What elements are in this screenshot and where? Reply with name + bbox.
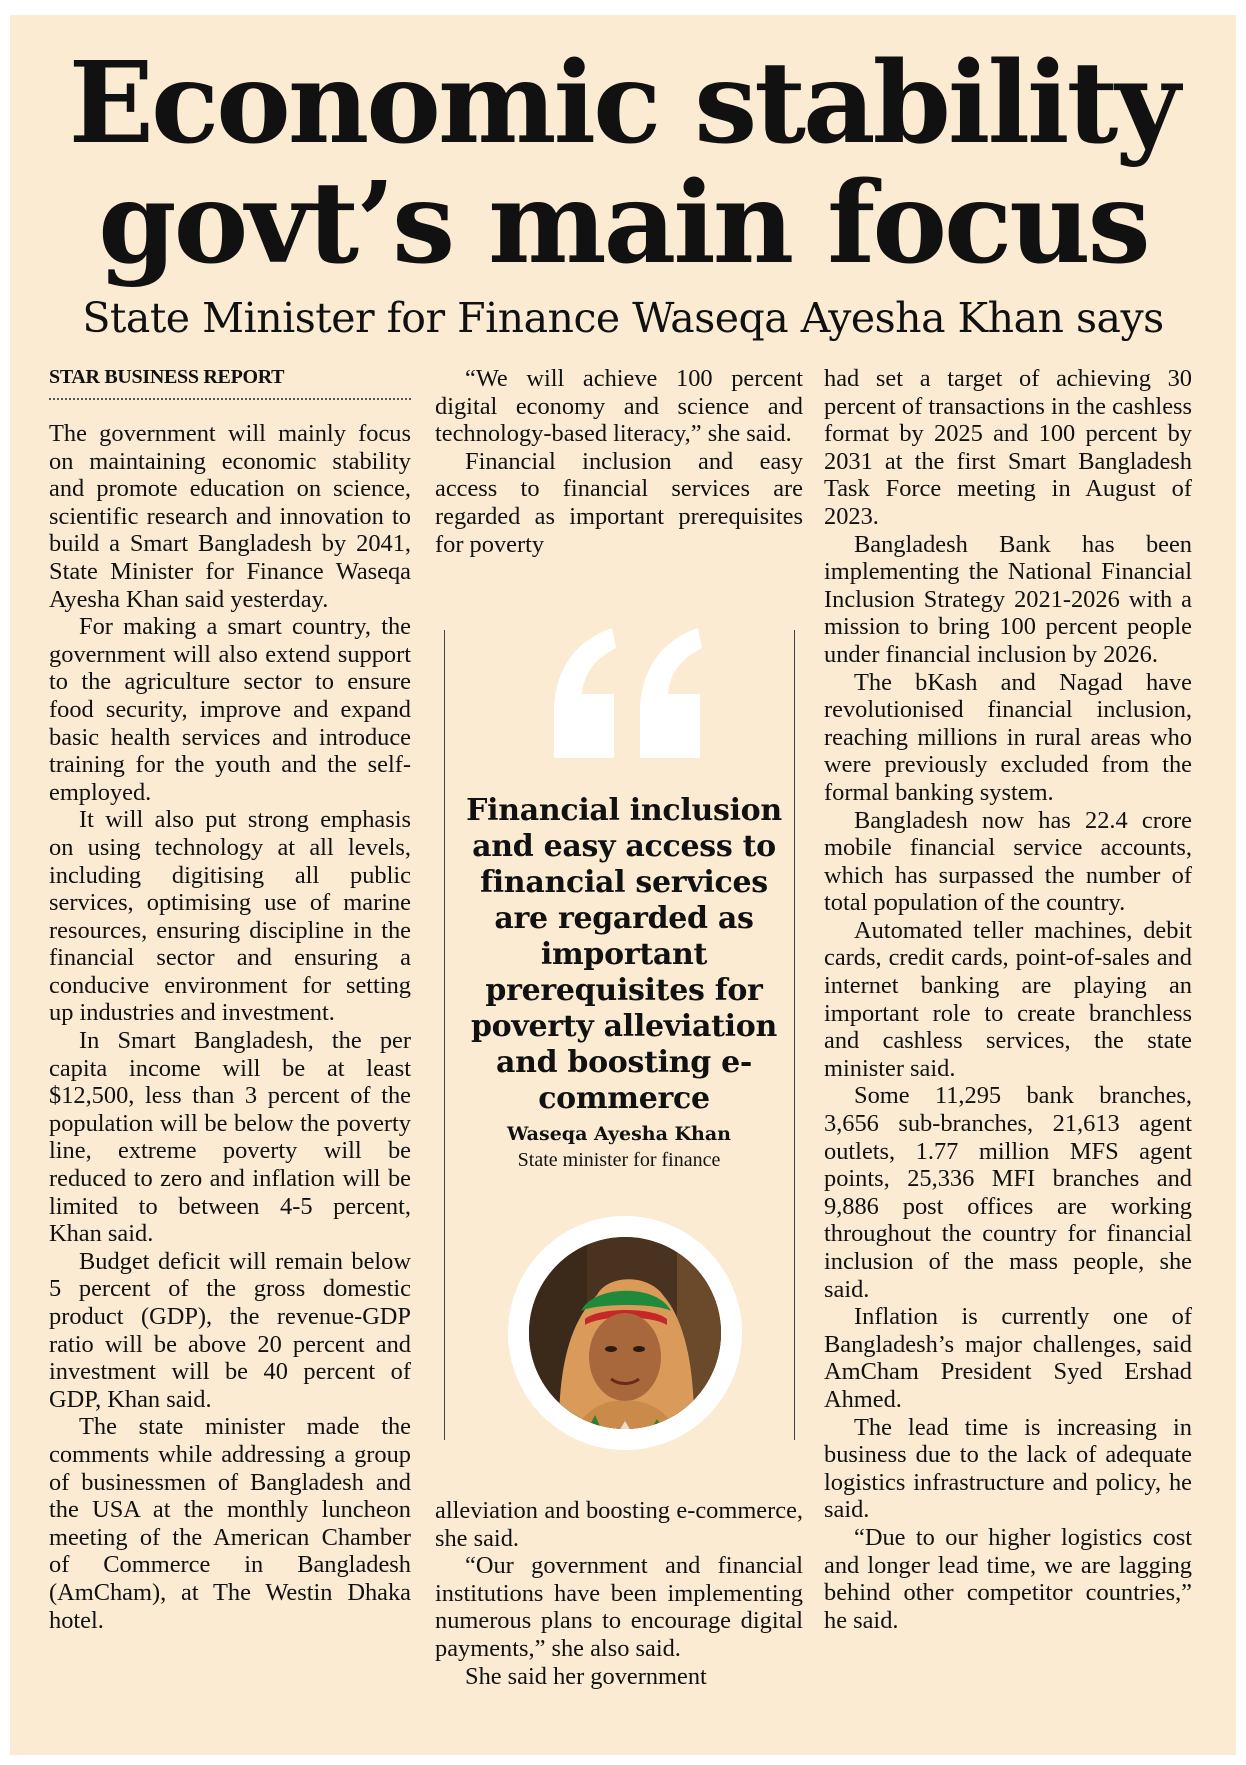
paragraph: The bKash and Nagad have revolutionised financial inclusion, reaching millions in rural areas who were previously excluded from the formal banking system. xyxy=(824,668,1192,806)
subheadline: State Minister for Finance Waseqa Ayesha Khan says xyxy=(82,294,1164,342)
portrait-photo xyxy=(507,1215,743,1451)
paragraph: Some 11,295 bank branches, 3,656 sub-branches, 21,613 agent outlets, 1.77 million MFS agent points, 25,336 MFI branches and 9,886 post offices are working throughout the country for financial inclusion of the mass people, she said. xyxy=(824,1082,1192,1303)
paragraph: Financial inclusion and easy access to financial services are regarded as important prerequisites for poverty xyxy=(435,447,803,558)
byline: STAR BUSINESS REPORT xyxy=(49,366,285,388)
newspaper-page xyxy=(10,15,1236,1755)
paragraph: Inflation is currently one of Bangladesh’s major challenges, said AmCham President Syed Ershad Ahmed. xyxy=(824,1303,1192,1413)
headline-line-2: govt’s main focus xyxy=(98,158,1148,289)
pullquote-left-rule xyxy=(444,630,445,1440)
paragraph: Budget deficit will remain below 5 percent of the gross domestic product (GDP), the revenue-GDP ratio will be above 20 percent and investment will be 40 percent of GDP, Khan said. xyxy=(49,1247,411,1413)
headline-line-1: Economic stability xyxy=(68,38,1178,169)
paragraph: alleviation and boosting e-commerce, she said. xyxy=(435,1497,803,1552)
pullquote-right-rule xyxy=(794,630,795,1440)
pullquote-author-title: State minister for finance xyxy=(517,1149,721,1171)
paragraph: In Smart Bangladesh, the per capita income will be at least $12,500, less than 3 percent of the population will be below the poverty line, extreme poverty will be reduced to zero and inflation will be limited to between 4-5 percent, Khan said. xyxy=(49,1027,411,1248)
quotation-mark-icon xyxy=(548,620,708,770)
article-column-1 xyxy=(49,420,411,1634)
paragraph: Bangladesh now has 22.4 crore mobile financial service accounts, which has surpassed the number of total population of the country. xyxy=(824,806,1192,917)
byline-divider xyxy=(49,398,411,400)
article-column-2-bottom xyxy=(435,1497,803,1690)
paragraph: The government will mainly focus on maintaining economic stability and promote education on science, scientific research and innovation to build a Smart Bangladesh by 2041, State Minister for Finance Waseqa Ayesha Khan said yesterday. xyxy=(49,420,411,613)
paragraph: Bangladesh Bank has been implementing the National Financial Inclusion Strategy 2021-2026 with a mission to bring 100 percent people under financial inclusion by 2026. xyxy=(824,530,1192,668)
paragraph: “Our government and financial institutions have been implementing numerous plans to encourage digital payments,” she also said. xyxy=(435,1552,803,1662)
paragraph: “We will achieve 100 percent digital economy and science and technology-based literacy,” she said. xyxy=(435,365,803,448)
paragraph: had set a target of achieving 30 percent of transactions in the cashless format by 2025 and 100 percent by 2031 at the first Smart Bangladesh Task Force meeting in August of 2023. xyxy=(824,365,1192,530)
article-column-2-top xyxy=(435,365,803,558)
paragraph: The state minister made the comments while addressing a group of businessmen of Bangladesh and the USA at the monthly luncheon meeting of the American Chamber of Commerce in Bangladesh (AmCham), at The Westin Dhaka hotel. xyxy=(49,1413,411,1634)
article-column-3 xyxy=(824,365,1192,1634)
pullquote-text: Financial inclusion and easy access to financial services are regarded as important prerequisites for poverty alleviation and boosting e-commerce xyxy=(466,793,782,1116)
paragraph: For making a smart country, the government will also extend support to the agriculture sector to ensure food security, improve and expand basic health services and introduce training for the youth and the self-employed. xyxy=(49,613,411,806)
paragraph: She said her government xyxy=(465,1662,707,1690)
paragraph: It will also put strong emphasis on using technology at all levels, including digitising all public services, optimising use of marine resources, ensuring discipline in the financial sector and ensuring a conducive environment for setting up industries and investment. xyxy=(49,806,411,1027)
pullquote-author: Waseqa Ayesha Khan xyxy=(507,1123,731,1145)
paragraph: Automated teller machines, debit cards, credit cards, point-of-sales and internet banking are playing an important role to create branchless and cashless services, the state minister said. xyxy=(824,916,1192,1082)
paragraph: “Due to our higher logistics cost and longer lead time, we are lagging behind other competitor countries,” he said. xyxy=(824,1523,1192,1634)
paragraph: The lead time is increasing in business due to the lack of adequate logistics infrastructure and policy, he said. xyxy=(824,1413,1192,1524)
